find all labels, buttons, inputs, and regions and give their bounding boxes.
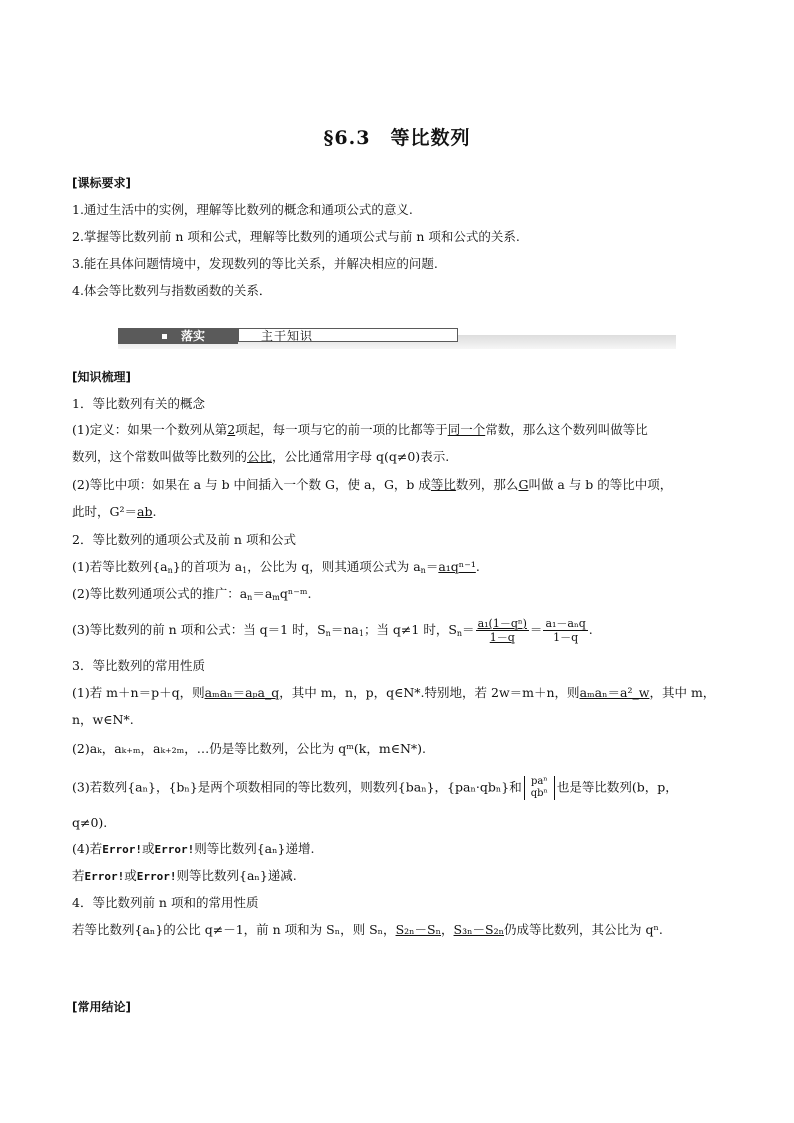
section-kebiao: [课标要求] [72, 176, 131, 190]
blank-answer: S₂ₙ－Sₙ [395, 922, 442, 937]
blank-answer: 公比 [247, 449, 273, 464]
square-bullet-icon [162, 334, 167, 339]
text: (2)等比数列通项公式的推广：a [72, 586, 248, 601]
fraction-numerator: a₁－aₙq [545, 617, 586, 630]
page-title: §6.3 等比数列 [323, 127, 471, 149]
k2-heading: 2．等比数列的通项公式及前 n 项和公式 [72, 532, 296, 547]
text: (1)若 m＋n＝p＋q，则 [72, 685, 205, 700]
text: 叫做 a 与 b 的等比中项， [528, 477, 673, 492]
text: (2)等比中项：如果在 a 与 b 中间插入一个数 G，使 a，G，b 成 [72, 477, 431, 492]
blank-answer: aₘaₙ＝a²_w [579, 685, 650, 700]
text: (3)等比数列的前 n 项和公式：当 q＝1 时，S [72, 622, 326, 637]
fraction-denominator: 1－q [553, 631, 579, 644]
error-placeholder: Error! [102, 843, 142, 856]
k1-heading: 1．等比数列有关的概念 [72, 396, 205, 411]
matrix-top: paⁿ [530, 776, 548, 787]
k3-heading: 3．等比数列的常用性质 [72, 658, 205, 673]
text: 数列，这个常数叫做等比数列的 [72, 449, 248, 464]
text: 仍成等比数列，其公比为 qⁿ. [504, 922, 663, 937]
text: ， [441, 922, 454, 937]
blank-answer: G [518, 477, 529, 492]
section-changyong: [常用结论] [72, 1000, 131, 1014]
k2-general-term-extension: (2)等比数列通项公式的推广：$a_n=a_mq^{n-}ᵐ$. [72, 586, 312, 602]
text: 或 [141, 841, 155, 856]
k4-heading: 4．等比数列前 n 项和的常用性质 [72, 895, 259, 910]
fraction-numerator: a₁(1－qⁿ) [477, 617, 527, 630]
text: (3)若数列{aₙ}，{bₙ}是两个项数相同的等比数列，则数列{baₙ}，{paₙ·qbₙ}和 [72, 779, 522, 795]
text: 也是等比数列(b，p， [556, 779, 678, 795]
section-zhishi: [知识梳理] [72, 370, 131, 384]
blank-answer: aₘaₙ＝aₚa_q [204, 685, 280, 700]
blank-answer: ab [137, 504, 153, 519]
text: ＝ [425, 559, 439, 574]
k1-middle-term-line1 [72, 476, 672, 494]
requirement-1: 1.通过生活中的实例，理解等比数列的概念和通项公式的意义. [72, 202, 413, 217]
blank-answer: 同一个 [447, 422, 486, 437]
text: 此时，G²＝ [72, 504, 137, 519]
text: ＝ [462, 622, 475, 637]
text: 项起，每一项与它的前一项的比都等于 [235, 422, 448, 437]
blank-answer: a₁qⁿ⁻¹ [438, 559, 476, 574]
section-banner [118, 325, 676, 347]
requirement-2: 2.掌握等比数列前 n 项和公式，理解等比数列的通项公式与前 n 项和公式的关系. [72, 229, 520, 244]
error-placeholder: Error! [154, 843, 195, 856]
text: ，其中 m，n，p，q∈N*.特别地，若 2w＝m＋n，则 [279, 685, 580, 700]
text: ＝a [252, 586, 273, 601]
error-placeholder: Error! [136, 870, 177, 883]
error-placeholder: Error! [84, 870, 125, 883]
text: ，公比为 q，则其通项公式为 a [247, 559, 421, 574]
text: qⁿ⁻ᵐ. [279, 586, 312, 601]
fraction-1 [476, 617, 529, 644]
text: ＝na [330, 622, 359, 637]
requirement-3: 3.能在具体问题情境中，发现数列的等比关系，并解决相应的问题. [72, 256, 438, 271]
k3-property-2: (2)aₖ，aₖ₊ₘ，aₖ₊₂ₘ，…仍是等比数列，公比为 qᵐ(k，m∈N*). [72, 741, 427, 756]
k1-definition-line1 [72, 421, 648, 439]
k2-general-term: (1)若等比数列$\{a_n\}$的首项为 $a_1$，公比为 q，则其通项公式为 $a_n=a_1q^{n-1}$. [72, 559, 480, 575]
requirement-4: 4.体会等比数列与指数函数的关系． [72, 283, 272, 298]
text: 若 [72, 868, 85, 883]
k3-property-4 [72, 840, 314, 859]
k3-property-1-cont: n，w∈N*. [72, 712, 134, 727]
k1-middle-term-line2 [72, 503, 156, 521]
k3-property-3-cont: q≠0). [72, 815, 108, 830]
blank-answer: S₃ₙ－S₂ₙ [453, 922, 504, 937]
text: . [152, 504, 157, 519]
matrix-bottom: qbⁿ [530, 788, 548, 799]
text: 或 [124, 868, 137, 883]
text: (1)定义：如果一个数列从第 [72, 422, 228, 437]
fraction-denominator: 1－q [489, 631, 515, 644]
blank-answer: 2 [227, 422, 236, 437]
k2-sum-formula: (3)等比数列的前 n 项和公式：当 q＝1 时，$S_n=na_1$；当 q≠1 时，$S_n=$ $\frac{\text{a₁(1－qⁿ)}}{1-q}$ ＝ $\frac{\text{a₁－aₙq}}{1-q}$ . [72, 617, 593, 644]
banner-light-label: 主干知识 [238, 328, 458, 342]
k3-property-5 [72, 867, 297, 886]
brace-matrix [524, 776, 555, 800]
k3-property-1 [72, 684, 715, 702]
text: ，其中 m， [649, 685, 716, 700]
text: 则等比数列{aₙ}递减. [176, 868, 297, 883]
k1-definition-line2 [72, 448, 449, 466]
k4-property [72, 921, 663, 939]
text: 数列，那么 [455, 477, 519, 492]
banner-dark-text: 落实 [181, 329, 206, 343]
text: 若等比数列{aₙ}的公比 q≠－1，前 n 项和为 Sₙ，则 Sₙ， [72, 922, 396, 937]
text: 则等比数列{aₙ}递增. [194, 841, 315, 856]
blank-answer: 等比 [430, 477, 456, 492]
text: (4)若 [72, 841, 103, 856]
k3-property-3 [72, 776, 678, 800]
text: ；当 q≠1 时，S [363, 622, 457, 637]
text: 常数，那么这个数列叫做等比 [485, 422, 648, 437]
fraction-2 [543, 617, 587, 644]
text: (1)若等比数列{a [72, 559, 168, 574]
text: }的首项为 a [172, 559, 243, 574]
text: ，公比通常用字母 q(q≠0)表示. [272, 449, 450, 464]
banner-dark-label [118, 328, 238, 344]
